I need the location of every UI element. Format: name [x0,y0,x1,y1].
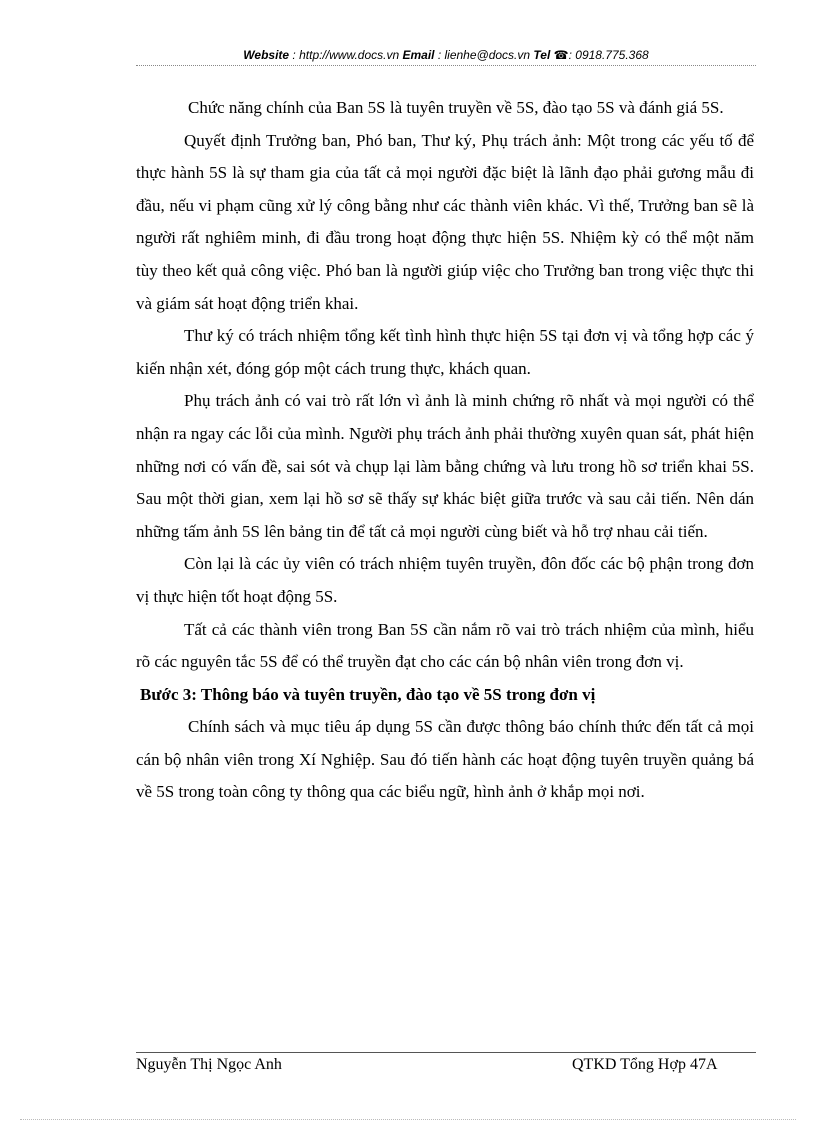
tel-label: Tel [533,48,551,62]
header-divider [136,65,756,66]
website-label: Website [243,48,290,62]
paragraph-leadership-decision: Quyết định Trưởng ban, Phó ban, Thư ký, Phụ trách ảnh: Một trong các yếu tố để thực hành 5S là sự tham gia của tất cả mọi người đặc biệt là lãnh đạo phải gương mẫu đi đầu, nếu vi phạm cũng xử lý công bằng như các thành viên khác. Vì thế, Trưởng ban sẽ là người rất nghiêm minh, đi đầu trong hoạt động thực hiện 5S. Nhiệm kỳ có thể một năm tùy theo kết quả công việc. Phó ban là người giúp việc cho Trưởng ban trong việc thực thi và giám sát hoạt động triển khai. [136,130,754,313]
section-heading-step-3: Bước 3: Thông báo và tuyên truyền, đào tạo về 5S trong đơn vị [140,684,596,704]
phone-icon: ☎ [553,48,569,62]
paragraph-committee-members: Còn lại là các ủy viên có trách nhiệm tuyên truyền, đôn đốc các bộ phận trong đơn vị thực hiện tốt hoạt động 5S. [136,554,754,606]
page-bottom-border [20,1119,796,1120]
paragraph-all-members: Tất cả các thành viên trong Ban 5S cần nắm rõ vai trò trách nhiệm của mình, hiểu rõ các nguyên tắc 5S để có thể truyền đạt cho các cán bộ nhân viên trong đơn vị. [136,619,754,672]
page-header [136,46,756,64]
footer-divider [136,1052,756,1053]
document-body [136,92,754,809]
website-value: : http://www.docs.vn [289,48,403,62]
footer-class: QTKD Tổng Hợp 47A [572,1056,718,1073]
email-label: Email [402,48,435,62]
paragraph-announcement: Chính sách và mục tiêu áp dụng 5S cần được thông báo chính thức đến tất cả mọi cán bộ nhân viên trong Xí Nghiệp. Sau đó tiến hành các hoạt động tuyên truyền quảng bá về 5S trong toàn công ty thông qua các biểu ngữ, hình ảnh ở khắp mọi nơi. [136,717,754,802]
tel-value: : 0918.775.368 [568,48,649,62]
email-value: : lienhe@docs.vn [434,48,534,62]
paragraph-secretary: Thư ký có trách nhiệm tổng kết tình hình thực hiện 5S tại đơn vị và tổng hợp các ý kiến nhận xét, đóng góp một cách trung thực, khách quan. [136,326,754,378]
footer-author: Nguyễn Thị Ngọc Anh [136,1056,282,1073]
paragraph-board-functions: Chức năng chính của Ban 5S là tuyên truyền về 5S, đào tạo 5S và đánh giá 5S. [188,98,724,117]
paragraph-photo-officer: Phụ trách ảnh có vai trò rất lớn vì ảnh là minh chứng rõ nhất và mọi người có thể nhận ra ngay các lỗi của mình. Người phụ trách ảnh phải thường xuyên quan sát, phát hiện những nơi có vấn đề, sai sót và chụp lại làm bằng chứng và lưu trong hồ sơ triển khai 5S. Sau một thời gian, xem lại hồ sơ sẽ thấy sự khác biệt giữa trước và sau cải tiến. Nên dán những tấm ảnh 5S lên bảng tin để tất cả mọi người cùng biết và hỗ trợ nhau cải tiến. [136,391,754,541]
